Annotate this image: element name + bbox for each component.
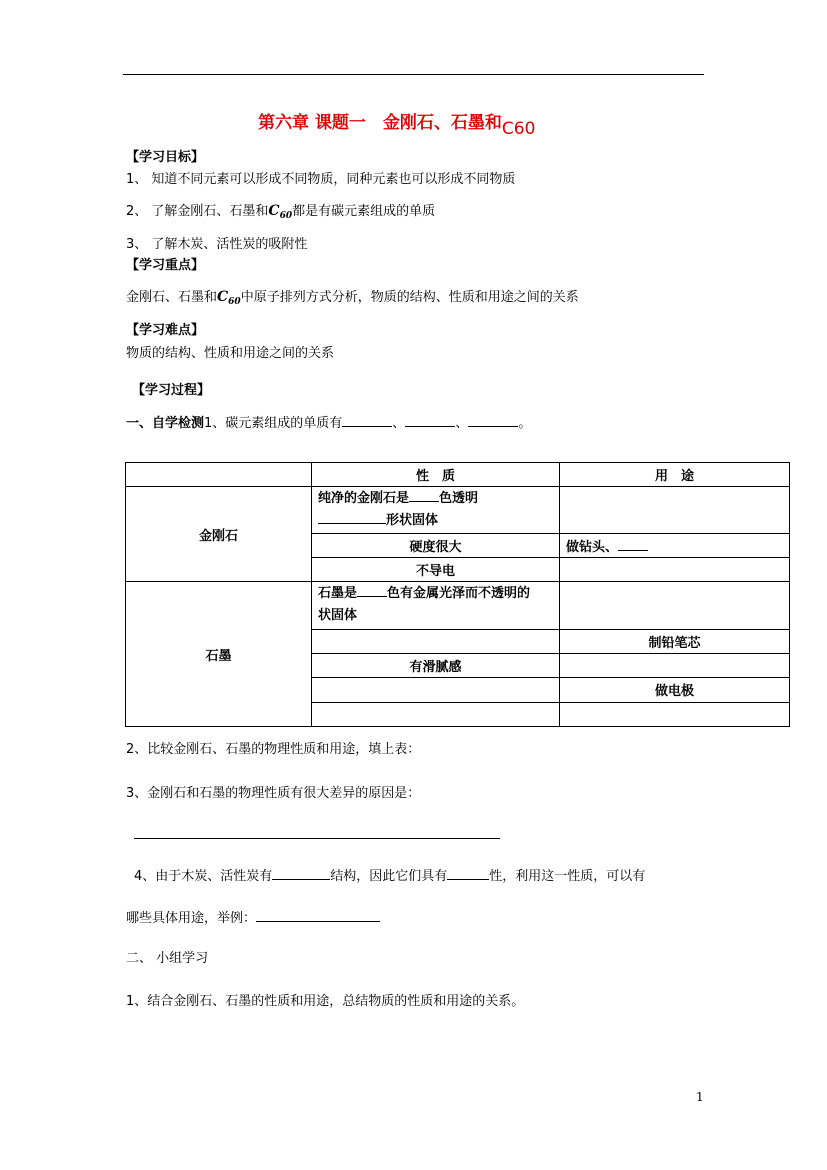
text: 做钻头、 (566, 540, 619, 555)
q1-text: 1、碳元素组成的单质有 (204, 416, 343, 431)
title-c60: C60 (501, 119, 536, 139)
table-row (126, 487, 790, 534)
section-2-heading: 二、 小组学习 (126, 951, 209, 966)
objective-1: 1、 知道不同元素可以形成不同物质，同种元素也可以形成不同物质 (126, 172, 516, 187)
self-check-question-1 (126, 412, 531, 431)
blank-field[interactable] (272, 867, 330, 880)
properties-table (125, 462, 790, 727)
blank-field[interactable] (405, 414, 455, 427)
graphite-use-1[interactable] (560, 582, 790, 630)
graphite-prop-2[interactable] (312, 629, 560, 653)
blank-field[interactable] (318, 511, 386, 524)
key-points-post: 中原子排列方式分析，物质的结构、性质和用途之间的关系 (240, 290, 579, 305)
difficulties-text: 物质的结构、性质和用途之间的关系 (126, 346, 335, 361)
key-points-pre: 金刚石、石墨和 (126, 290, 218, 305)
text: 色有金属光泽而不透明的 (387, 586, 531, 602)
text: 石墨是 (318, 586, 358, 602)
objective-2-pre: 2、 了解金刚石、石墨和 (126, 204, 269, 219)
objectives-heading: 【学习目标】 (126, 150, 205, 165)
key-points-heading: 【学习重点】 (126, 258, 205, 273)
diamond-use-1[interactable] (560, 487, 790, 534)
diamond-use-2 (560, 534, 790, 558)
text: 纯净的金刚石是 (318, 491, 410, 506)
period: 。 (518, 416, 532, 431)
key-points-text (126, 286, 579, 307)
group-question-1: 1、结合金刚石、石墨的性质和用途，总结物质的性质和用途的关系。 (126, 994, 525, 1009)
blank-field[interactable] (357, 584, 387, 597)
question-4 (134, 865, 645, 884)
answer-line[interactable] (134, 838, 500, 839)
objective-3: 3、 了解木炭、活性炭的吸附性 (126, 237, 308, 252)
separator: 、 (455, 416, 469, 431)
header-rule (123, 74, 704, 75)
graphite-name-cell: 石墨 (126, 582, 312, 727)
graphite-use-2: 制铅笔芯 (560, 629, 790, 653)
diamond-prop-1 (312, 487, 560, 534)
page-title (258, 108, 536, 139)
question-3: 3、金刚石和石墨的物理性质有很大差异的原因是： (126, 786, 421, 801)
separator: 、 (392, 416, 406, 431)
difficulties-heading: 【学习难点】 (126, 323, 205, 338)
blank-field[interactable] (342, 414, 392, 427)
question-2: 2、比较金刚石、石墨的物理性质和用途，填上表： (126, 742, 421, 757)
table-header-cell: 性 质 (312, 463, 560, 487)
graphite-prop-5[interactable] (312, 702, 560, 726)
table-header-cell (126, 463, 312, 487)
graphite-prop-3: 有滑腻感 (312, 653, 560, 677)
blank-field[interactable] (256, 909, 380, 922)
blank-field[interactable] (409, 489, 439, 502)
graphite-prop-1 (312, 582, 560, 630)
blank-field[interactable] (468, 414, 518, 427)
diamond-use-3[interactable] (560, 558, 790, 582)
question-4-line-2 (126, 907, 380, 926)
graphite-use-4: 做电极 (560, 678, 790, 702)
table-header-cell: 用 途 (560, 463, 790, 487)
table-row (126, 582, 790, 630)
graphite-use-5[interactable] (560, 702, 790, 726)
graphite-prop-4[interactable] (312, 678, 560, 702)
page-number: 1 (696, 1090, 704, 1104)
c60-symbol: $C_{60}$ (268, 203, 293, 221)
title-main: 第六章 课题一 金刚石、石墨和 (258, 113, 502, 133)
text: 状固体 (318, 608, 358, 624)
c60-symbol: $C_{60}$ (217, 289, 241, 307)
table-header-row (126, 463, 790, 487)
diamond-prop-2: 硬度很大 (312, 534, 560, 558)
text: 哪些具体用途，举例： (126, 911, 257, 926)
diamond-prop-3: 不导电 (312, 558, 560, 582)
graphite-use-3[interactable] (560, 653, 790, 677)
section1-label: 一、自学检测 (126, 416, 205, 431)
text: 结构，因此它们具有 (330, 869, 448, 884)
text: 性，利用这一性质，可以有 (489, 869, 646, 884)
process-heading: 【学习过程】 (132, 383, 211, 398)
text: 色透明 (439, 491, 479, 506)
objective-2 (126, 200, 435, 221)
diamond-name-cell: 金刚石 (126, 487, 312, 582)
blank-field[interactable] (447, 867, 489, 880)
text: 4、由于木炭、活性炭有 (134, 869, 273, 884)
objective-2-post: 都是有碳元素组成的单质 (292, 204, 436, 219)
text: 形状固体 (386, 513, 439, 528)
blank-field[interactable] (618, 538, 648, 551)
